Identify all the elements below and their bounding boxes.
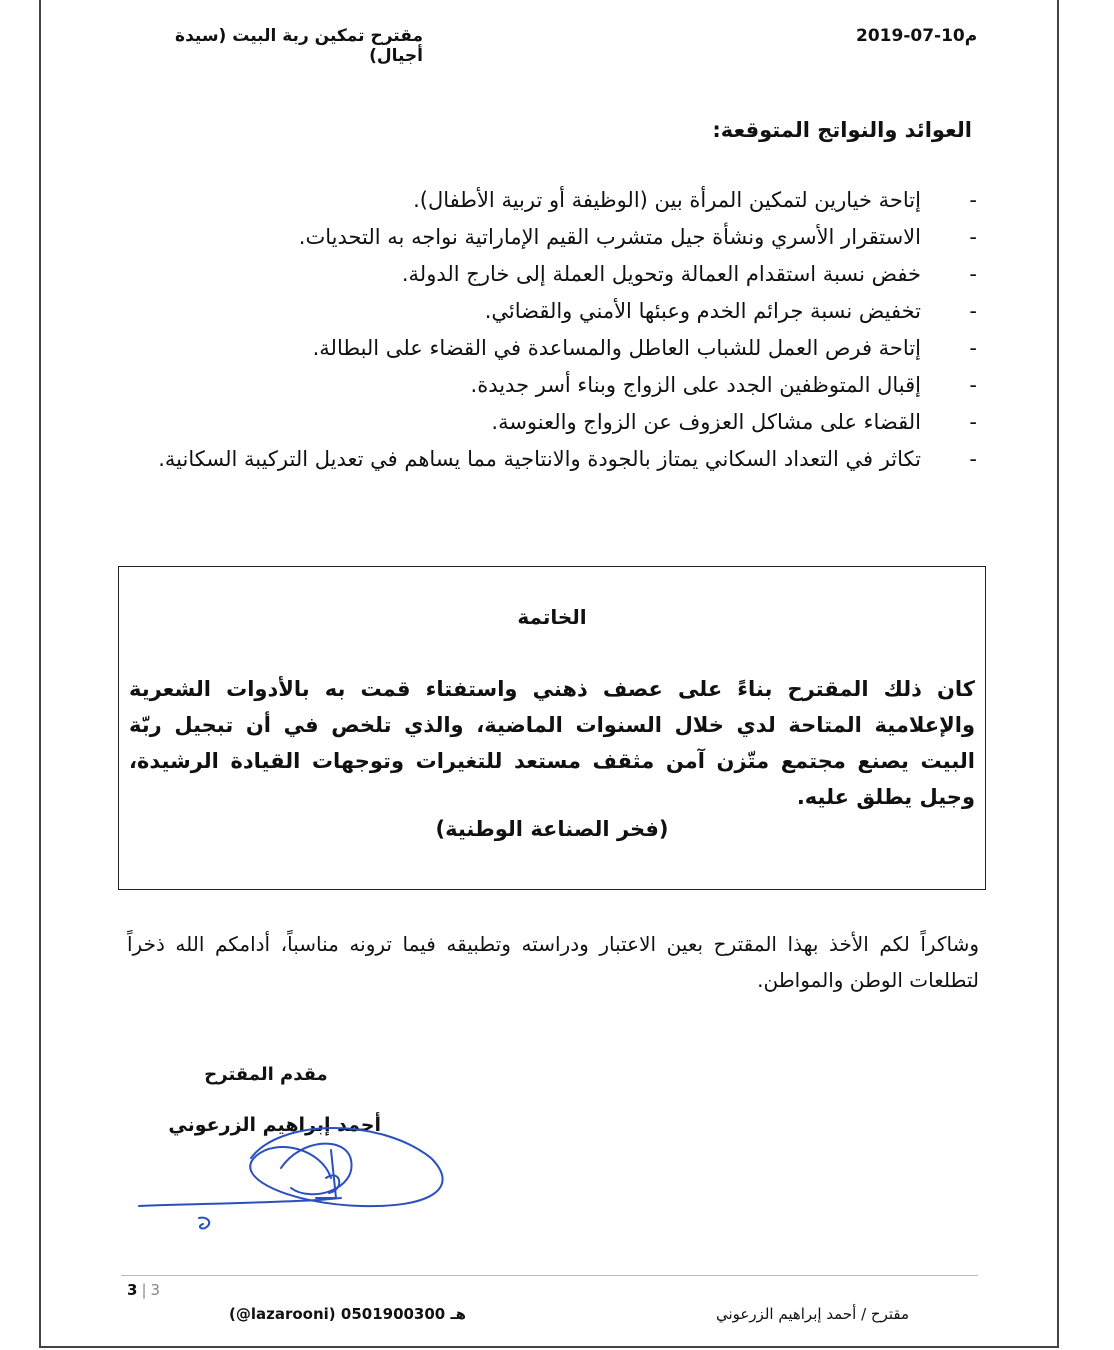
benefit-item: - إتاحة خيارين لتمكين المرأة بين (الوظيفة أو تربية الأطفال).	[117, 182, 977, 219]
document-page	[39, 0, 1059, 1348]
thanks-paragraph: وشاكراً لكم الأخذ بهذا المقترح بعين الاعتبار ودراسته وتطبيقه فيما ترونه مناسباً، أدامكم الله ذخراً لتطلعات الوطن والمواطن.	[127, 932, 979, 992]
page-number-current: 3	[127, 1281, 138, 1299]
benefit-item: - الاستقرار الأسري ونشأة جيل متشرب القيم الإماراتية نواجه به التحديات.	[117, 219, 977, 256]
signer-role: مقدم المقترح	[204, 1064, 328, 1085]
conclusion-title: الخاتمة	[517, 605, 587, 629]
footer-author: مقترح / أحمد إبراهيم الزرعوني	[715, 1305, 909, 1323]
page-number	[127, 1281, 160, 1299]
header-date: 2019-07-10م	[856, 26, 978, 46]
benefit-item: - تخفيض نسبة جرائم الخدم وعبئها الأمني والقضائي.	[117, 293, 977, 330]
conclusion-box	[118, 566, 986, 890]
benefit-item: - إقبال المتوظفين الجدد على الزواج وبناء أسر جديدة.	[117, 367, 977, 404]
footer-divider	[121, 1275, 978, 1276]
benefit-item: - تكاثر في التعداد السكاني يمتاز بالجودة والانتاجية مما يساهم في تعديل التركيبة السكانية.	[117, 441, 977, 478]
page-number-total: 3	[150, 1281, 161, 1299]
header-title: مقترح تمكين ربة البيت (سيدة أجيال)	[175, 26, 423, 66]
page-number-separator: |	[141, 1281, 147, 1299]
benefits-title: العوائد والنواتج المتوقعة:	[712, 118, 972, 142]
handwritten-signature	[131, 1098, 461, 1248]
conclusion-body: كان ذلك المقترح بناءً على عصف ذهني واستفتاء قمت به بالأدوات الشعرية والإعلامية المتاحة لدي خلال السنوات الماضية، والذي تلخص في أن تبجيل ربّة البيت يصنع مجتمع متّزن آمن مثقف مستعد للتغيرات وتوجهات القيادة الرشيدة، وجيل يطلق عليه.	[129, 677, 975, 809]
benefits-list	[117, 182, 977, 478]
benefit-item: - إتاحة فرص العمل للشباب العاطل والمساعدة في القضاء على البطالة.	[117, 330, 977, 367]
benefit-item: - خفض نسبة استقدام العمالة وتحويل العملة إلى خارج الدولة.	[117, 256, 977, 293]
benefit-item: - القضاء على مشاكل العزوف عن الزواج والعنوسة.	[117, 404, 977, 441]
conclusion-motto: (فخر الصناعة الوطنية)	[435, 817, 669, 841]
footer-contact: (@lazarooni) 0501900300 هـ	[229, 1305, 467, 1323]
signer-name: أحمد إبراهيم الزرعوني	[168, 1114, 381, 1136]
